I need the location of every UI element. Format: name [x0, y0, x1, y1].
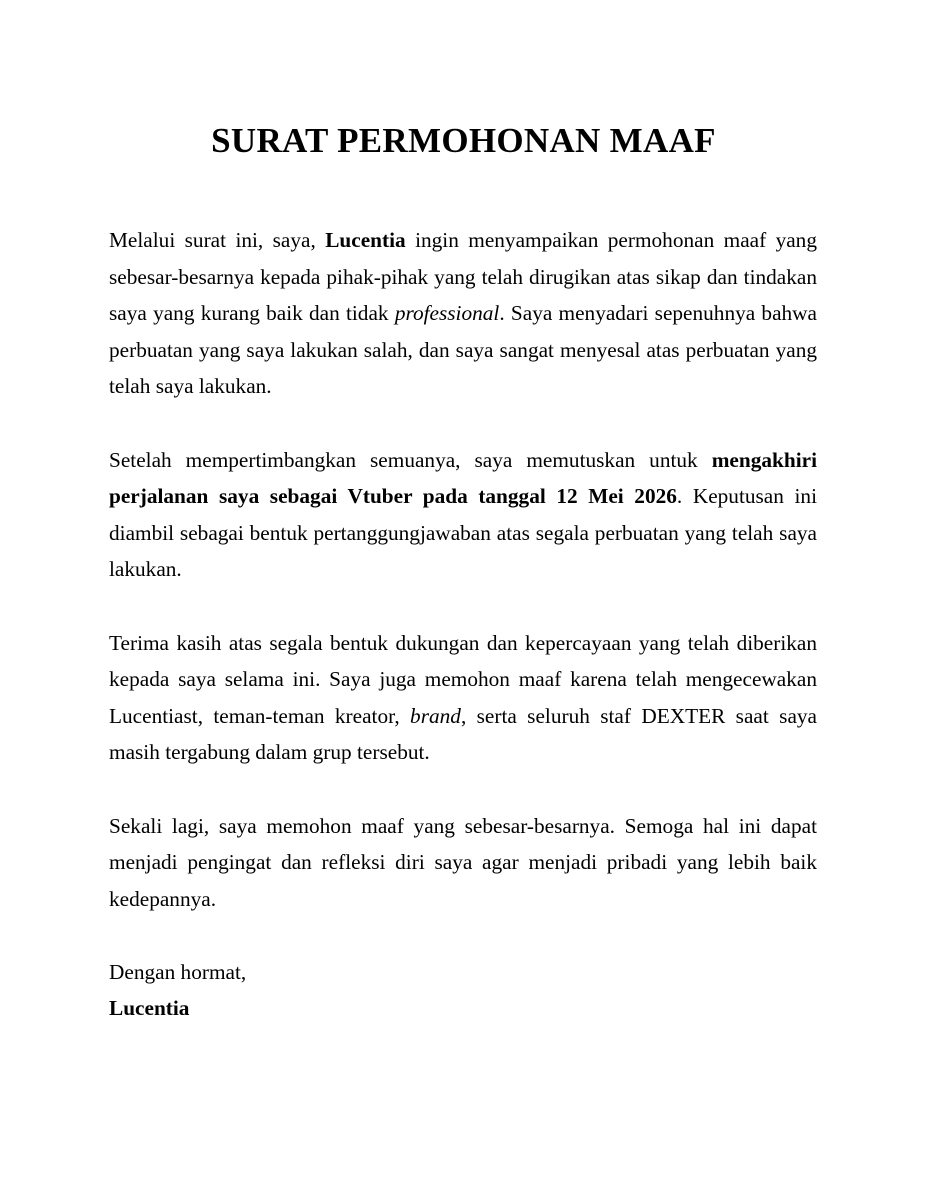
paragraph-thanks-text-1: Terima kasih atas segala bentuk dukungan dan kepercayaan yang telah diberikan kepada saya selama ini. Saya juga memohon maaf karena telah mengecewakan Lucentiast, teman-teman kreator, — [109, 630, 817, 728]
paragraph-thanks-text-2: , serta seluruh staf DEXTER saat saya masih tergabung dalam grup tersebut. — [109, 703, 817, 765]
paragraph-apology-text-1: Melalui surat ini, saya, — [109, 228, 326, 252]
paragraph-decision-text-1: Setelah mempertimbangkan semuanya, saya memutuskan untuk — [109, 447, 712, 472]
brand-word: brand — [410, 703, 461, 728]
letter-body — [109, 222, 817, 1027]
paragraph-apology-text-2: ingin menyampaikan permohonan maaf yang sebesar-besarnya kepada pihak-pihak yang telah dirugikan atas sikap dan tindakan saya yang kurang baik dan tidak — [109, 228, 817, 326]
paragraph-apology — [109, 222, 817, 405]
closing-block — [109, 954, 817, 1027]
paragraph-decision-text-2: . Keputusan ini diambil sebagai bentuk pertanggungjawaban atas segala perbuatan yang telah saya lakukan. — [109, 484, 817, 582]
paragraph-thanks — [109, 625, 817, 771]
paragraph-apology-text-3: . Saya menyadari sepenuhnya bahwa perbuatan yang saya lakukan salah, dan saya sangat menyesal atas perbuatan yang telah saya lakukan. — [109, 301, 818, 399]
decision-statement: mengakhiri perjalanan saya sebagai Vtuber pada tanggal 12 Mei 2026 — [109, 447, 817, 509]
professional-word: professional — [394, 301, 500, 326]
paragraph-closing-remark — [109, 808, 817, 918]
closing-salutation: Dengan hormat, — [109, 959, 247, 984]
letter-title: SURAT PERMOHONAN MAAF — [211, 121, 716, 160]
paragraph-closing-remark-text: Sekali lagi, saya memohon maaf yang sebesar-besarnya. Semoga hal ini dapat menjadi pengingat dan refleksi diri saya agar menjadi pribadi yang lebih baik kedepannya. — [109, 813, 817, 911]
signature-name: Lucentia — [109, 996, 190, 1021]
sender-name: Lucentia — [325, 228, 406, 252]
paragraph-decision — [109, 442, 817, 588]
